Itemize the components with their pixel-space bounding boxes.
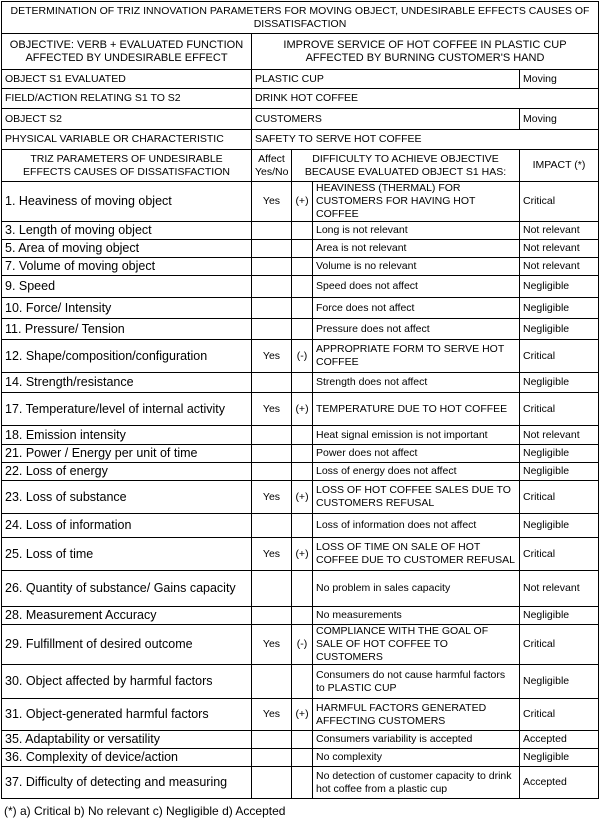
parameter-cell: 1. Heaviness of moving object [2,182,252,222]
col-header-difficulty: DIFFICULTY TO ACHIEVE OBJECTIVE BECAUSE EVALUATED OBJECT S1 HAS: [292,150,520,182]
sign-cell [292,731,313,749]
impact-cell: Negligible [520,463,599,481]
table-row [2,258,599,276]
sign-cell: (-) [292,340,313,373]
sign-cell [292,319,313,340]
affect-cell [252,767,292,799]
affect-cell: Yes [252,182,292,222]
table-row [2,463,599,481]
parameter-cell: 14. Strength/resistance [2,373,252,393]
difficulty-cell: Speed does not affect [313,276,520,298]
impact-cell: Critical [520,481,599,514]
table-row [2,182,599,222]
sign-cell: (+) [292,699,313,731]
affect-cell [252,222,292,240]
sign-cell [292,373,313,393]
affect-cell: Yes [252,699,292,731]
difficulty-cell: Consumers variability is accepted [313,731,520,749]
affect-cell [252,240,292,258]
difficulty-cell: Power does not affect [313,445,520,463]
affect-cell: Yes [252,393,292,426]
parameter-cell: 25. Loss of time [2,538,252,571]
info-row [2,89,599,109]
difficulty-cell: TEMPERATURE DUE TO HOT COFFEE [313,393,520,426]
difficulty-cell: No measurements [313,607,520,625]
impact-cell: Negligible [520,373,599,393]
difficulty-cell: Loss of energy does not affect [313,463,520,481]
difficulty-cell: Heat signal emission is not important [313,426,520,445]
impact-cell: Critical [520,340,599,373]
affect-cell [252,276,292,298]
affect-cell: Yes [252,538,292,571]
impact-cell: Accepted [520,767,599,799]
impact-cell: Critical [520,699,599,731]
parameter-cell: 35. Adaptability or versatility [2,731,252,749]
table-row [2,625,599,665]
sign-cell: (+) [292,393,313,426]
table-row [2,319,599,340]
col-header-affect: Affect Yes/No [252,150,292,182]
parameter-cell: 11. Pressure/ Tension [2,319,252,340]
difficulty-cell: Pressure does not affect [313,319,520,340]
parameter-cell: 18. Emission intensity [2,426,252,445]
col-header-impact: IMPACT (*) [520,150,599,182]
difficulty-cell: Area is not relevant [313,240,520,258]
footnote: (*) a) Critical b) No relevant c) Negligible d) Accepted [4,804,286,818]
affect-cell [252,665,292,699]
table-row [2,538,599,571]
table-row [2,731,599,749]
impact-cell: Negligible [520,298,599,319]
info-value: DRINK HOT COFFEE [252,89,599,109]
title-row [2,2,599,34]
table-row [2,699,599,731]
table-row [2,340,599,373]
impact-cell: Negligible [520,607,599,625]
info-label: PHYSICAL VARIABLE OR CHARACTERISTIC [2,130,252,150]
impact-cell: Not relevant [520,240,599,258]
table-row [2,665,599,699]
impact-cell: Critical [520,393,599,426]
col-header-parameter: TRIZ PARAMETERS OF UNDESIRABLE EFFECTS CAUSES OF DISSATISFACTION [2,150,252,182]
difficulty-cell: HEAVINESS (THERMAL) FOR CUSTOMERS FOR HAVING HOT COFFEE [313,182,520,222]
sign-cell [292,222,313,240]
sign-cell [292,571,313,607]
triz-table [1,1,599,799]
affect-cell: Yes [252,340,292,373]
affect-cell: Yes [252,625,292,665]
affect-cell [252,258,292,276]
affect-cell [252,571,292,607]
affect-cell [252,731,292,749]
info-state: Moving [520,70,599,89]
impact-cell: Not relevant [520,571,599,607]
parameter-cell: 28. Measurement Accuracy [2,607,252,625]
impact-cell: Not relevant [520,426,599,445]
sign-cell [292,463,313,481]
table-row [2,426,599,445]
parameter-cell: 17. Temperature/level of internal activity [2,393,252,426]
parameter-cell: 21. Power / Energy per unit of time [2,445,252,463]
impact-cell: Critical [520,538,599,571]
info-row [2,109,599,130]
parameter-cell: 24. Loss of information [2,514,252,538]
parameter-cell: 7. Volume of moving object [2,258,252,276]
difficulty-cell: Loss of information does not affect [313,514,520,538]
objective-label: OBJECTIVE: VERB + EVALUATED FUNCTION AFFECTED BY UNDESIRABLE EFFECT [2,34,252,70]
table-row [2,445,599,463]
sign-cell [292,665,313,699]
sign-cell: (+) [292,538,313,571]
impact-cell: Negligible [520,319,599,340]
table-title: DETERMINATION OF TRIZ INNOVATION PARAMETERS FOR MOVING OBJECT, UNDESIRABLE EFFECTS CAUSES OF DISSATISFACTION [2,2,599,34]
difficulty-cell: Volume is no relevant [313,258,520,276]
difficulty-cell: Force does not affect [313,298,520,319]
table-row [2,571,599,607]
affect-cell [252,749,292,767]
impact-cell: Negligible [520,514,599,538]
sign-cell [292,240,313,258]
difficulty-cell: LOSS OF TIME ON SALE OF HOT COFFEE DUE TO CUSTOMER REFUSAL [313,538,520,571]
sign-cell [292,749,313,767]
parameter-cell: 10. Force/ Intensity [2,298,252,319]
affect-cell [252,607,292,625]
impact-cell: Negligible [520,749,599,767]
difficulty-cell: No problem in sales capacity [313,571,520,607]
table-row [2,373,599,393]
table-row [2,514,599,538]
affect-cell [252,463,292,481]
info-value: SAFETY TO SERVE HOT COFFEE [252,130,599,150]
impact-cell: Not relevant [520,258,599,276]
table-row [2,607,599,625]
sign-cell [292,426,313,445]
affect-cell: Yes [252,481,292,514]
affect-cell [252,445,292,463]
impact-cell: Not relevant [520,222,599,240]
info-label: FIELD/ACTION RELATING S1 TO S2 [2,89,252,109]
parameter-cell: 12. Shape/composition/configuration [2,340,252,373]
difficulty-cell: COMPLIANCE WITH THE GOAL OF SALE OF HOT COFFEE TO CUSTOMERS [313,625,520,665]
parameter-cell: 37. Difficulty of detecting and measuring [2,767,252,799]
objective-value: IMPROVE SERVICE OF HOT COFFEE IN PLASTIC CUP AFFECTED BY BURNING CUSTOMER'S HAND [252,34,599,70]
sign-cell [292,607,313,625]
difficulty-cell: HARMFUL FACTORS GENERATED AFFECTING CUSTOMERS [313,699,520,731]
table-row [2,481,599,514]
objective-row [2,34,599,70]
info-value: PLASTIC CUP [252,70,520,89]
sign-cell: (+) [292,182,313,222]
sign-cell [292,767,313,799]
parameter-cell: 9. Speed [2,276,252,298]
difficulty-cell: Strength does not affect [313,373,520,393]
parameter-cell: 30. Object affected by harmful factors [2,665,252,699]
parameter-cell: 22. Loss of energy [2,463,252,481]
difficulty-cell: No detection of customer capacity to drink hot coffee from a plastic cup [313,767,520,799]
impact-cell: Critical [520,182,599,222]
sign-cell [292,514,313,538]
sign-cell [292,276,313,298]
impact-cell: Critical [520,625,599,665]
parameter-cell: 29. Fulfillment of desired outcome [2,625,252,665]
difficulty-cell: No complexity [313,749,520,767]
table-row [2,767,599,799]
parameter-cell: 31. Object-generated harmful factors [2,699,252,731]
sign-cell [292,258,313,276]
affect-cell [252,514,292,538]
table-row [2,749,599,767]
sign-cell [292,445,313,463]
info-label: OBJECT S1 EVALUATED [2,70,252,89]
column-header-row [2,150,599,182]
impact-cell: Negligible [520,445,599,463]
table-row [2,222,599,240]
info-row [2,130,599,150]
parameter-cell: 5. Area of moving object [2,240,252,258]
sign-cell: (-) [292,625,313,665]
difficulty-cell: LOSS OF HOT COFFEE SALES DUE TO CUSTOMERS REFUSAL [313,481,520,514]
table-row [2,240,599,258]
table-row [2,298,599,319]
sign-cell: (+) [292,481,313,514]
parameter-cell: 3. Length of moving object [2,222,252,240]
difficulty-cell: Long is not relevant [313,222,520,240]
affect-cell [252,298,292,319]
affect-cell [252,319,292,340]
affect-cell [252,373,292,393]
parameter-cell: 23. Loss of substance [2,481,252,514]
affect-cell [252,426,292,445]
impact-cell: Accepted [520,731,599,749]
impact-cell: Negligible [520,665,599,699]
sign-cell [292,298,313,319]
parameter-cell: 26. Quantity of substance/ Gains capacity [2,571,252,607]
info-label: OBJECT S2 [2,109,252,130]
parameter-cell: 36. Complexity of device/action [2,749,252,767]
impact-cell: Negligible [520,276,599,298]
table-row [2,393,599,426]
difficulty-cell: Consumers do not cause harmful factors to PLASTIC CUP [313,665,520,699]
difficulty-cell: APPROPRIATE FORM TO SERVE HOT COFFEE [313,340,520,373]
table-row [2,276,599,298]
info-row [2,70,599,89]
info-state: Moving [520,109,599,130]
info-value: CUSTOMERS [252,109,520,130]
